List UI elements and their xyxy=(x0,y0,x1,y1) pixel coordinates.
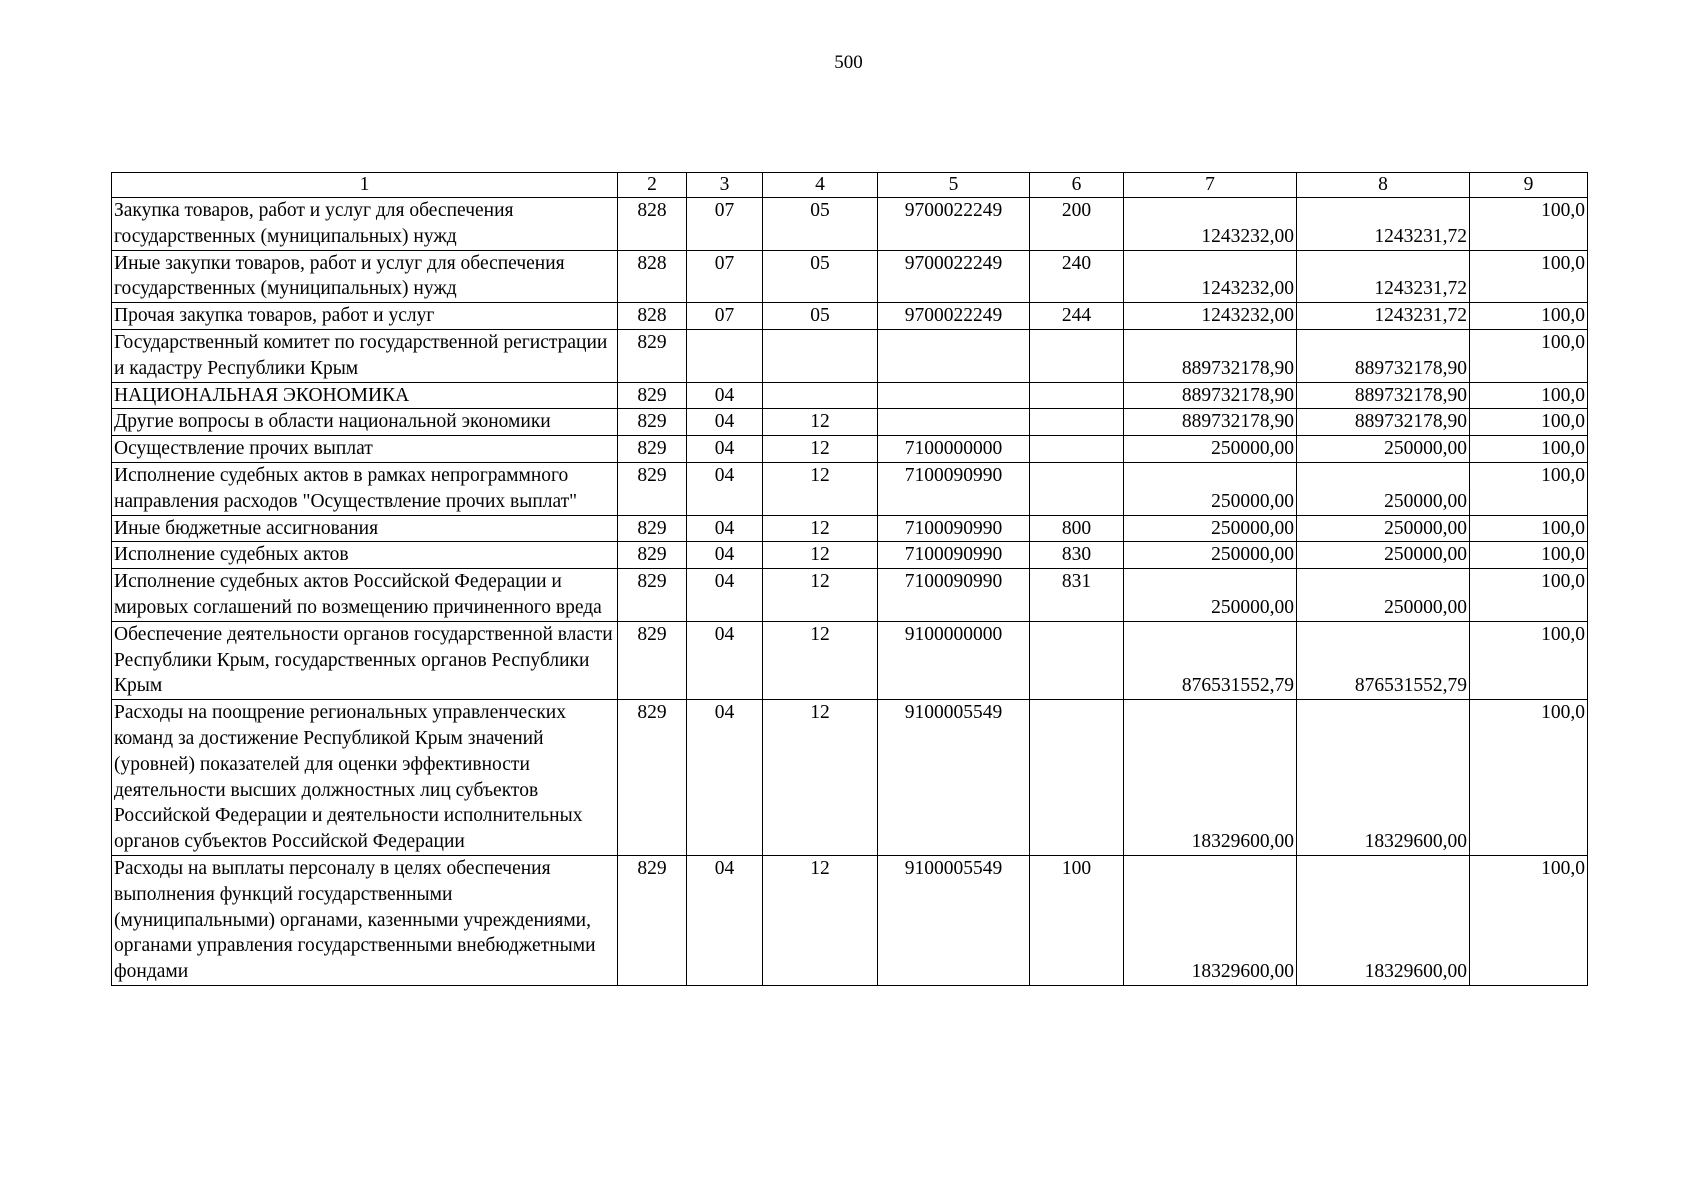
section-code-cell: 04 xyxy=(687,409,763,436)
expense-type-cell xyxy=(1030,409,1124,436)
table-row xyxy=(112,198,1588,251)
approved-amount-cell: 876531552,79 xyxy=(1124,621,1297,699)
table-row xyxy=(112,436,1588,463)
ministry-code-cell: 829 xyxy=(618,382,687,409)
target-article-cell: 7100090990 xyxy=(878,462,1030,515)
budget-table xyxy=(111,172,1588,986)
section-code-cell: 04 xyxy=(687,542,763,569)
column-header: 1 xyxy=(112,173,618,198)
target-article-cell xyxy=(878,409,1030,436)
execution-percent-cell: 100,0 xyxy=(1470,436,1588,463)
target-article-cell: 7100000000 xyxy=(878,436,1030,463)
execution-percent-cell: 100,0 xyxy=(1470,198,1588,251)
row-name-cell: Исполнение судебных актов Российской Федерации и мировых соглашений по возмещению причиненного вреда xyxy=(112,569,618,622)
expense-type-cell: 100 xyxy=(1030,855,1124,985)
ministry-code-cell: 829 xyxy=(618,409,687,436)
expense-type-cell xyxy=(1030,382,1124,409)
subsection-code-cell xyxy=(763,329,878,382)
approved-amount-cell: 889732178,90 xyxy=(1124,382,1297,409)
column-header: 9 xyxy=(1470,173,1588,198)
row-name-cell: Иные бюджетные ассигнования xyxy=(112,515,618,542)
target-article-cell: 9700022249 xyxy=(878,250,1030,303)
ministry-code-cell: 829 xyxy=(618,462,687,515)
ministry-code-cell: 829 xyxy=(618,515,687,542)
subsection-code-cell: 05 xyxy=(763,198,878,251)
subsection-code-cell: 12 xyxy=(763,569,878,622)
executed-amount-cell: 889732178,90 xyxy=(1297,382,1470,409)
row-name-cell: Прочая закупка товаров, работ и услуг xyxy=(112,303,618,330)
approved-amount-cell: 1243232,00 xyxy=(1124,303,1297,330)
ministry-code-cell: 829 xyxy=(618,436,687,463)
row-name-cell: Государственный комитет по государственной регистрации и кадастру Республики Крым xyxy=(112,329,618,382)
table-row xyxy=(112,303,1588,330)
executed-amount-cell: 250000,00 xyxy=(1297,542,1470,569)
target-article-cell: 9700022249 xyxy=(878,303,1030,330)
table-row xyxy=(112,409,1588,436)
execution-percent-cell: 100,0 xyxy=(1470,515,1588,542)
executed-amount-cell: 1243231,72 xyxy=(1297,303,1470,330)
row-name-cell: Обеспечение деятельности органов государственной власти Республики Крым, государственных органов Республики Крым xyxy=(112,621,618,699)
ministry-code-cell: 828 xyxy=(618,250,687,303)
ministry-code-cell: 829 xyxy=(618,329,687,382)
row-name-cell: Исполнение судебных актов xyxy=(112,542,618,569)
table-row xyxy=(112,329,1588,382)
target-article-cell xyxy=(878,382,1030,409)
table-row xyxy=(112,542,1588,569)
execution-percent-cell: 100,0 xyxy=(1470,700,1588,856)
row-name-cell: Иные закупки товаров, работ и услуг для обеспечения государственных (муниципальных) нужд xyxy=(112,250,618,303)
target-article-cell: 9700022249 xyxy=(878,198,1030,251)
executed-amount-cell: 18329600,00 xyxy=(1297,855,1470,985)
subsection-code-cell: 05 xyxy=(763,303,878,330)
expense-type-cell xyxy=(1030,436,1124,463)
approved-amount-cell: 889732178,90 xyxy=(1124,409,1297,436)
expense-type-cell: 244 xyxy=(1030,303,1124,330)
execution-percent-cell: 100,0 xyxy=(1470,250,1588,303)
section-code-cell: 07 xyxy=(687,303,763,330)
expense-type-cell xyxy=(1030,700,1124,856)
approved-amount-cell: 1243232,00 xyxy=(1124,198,1297,251)
column-header: 4 xyxy=(763,173,878,198)
section-code-cell: 04 xyxy=(687,515,763,542)
section-code-cell: 07 xyxy=(687,198,763,251)
expense-type-cell: 800 xyxy=(1030,515,1124,542)
target-article-cell: 7100090990 xyxy=(878,569,1030,622)
column-header: 7 xyxy=(1124,173,1297,198)
expense-type-cell: 240 xyxy=(1030,250,1124,303)
section-code-cell: 04 xyxy=(687,621,763,699)
subsection-code-cell xyxy=(763,382,878,409)
ministry-code-cell: 828 xyxy=(618,303,687,330)
ministry-code-cell: 829 xyxy=(618,700,687,856)
approved-amount-cell: 250000,00 xyxy=(1124,436,1297,463)
expense-type-cell: 200 xyxy=(1030,198,1124,251)
execution-percent-cell: 100,0 xyxy=(1470,569,1588,622)
execution-percent-cell: 100,0 xyxy=(1470,409,1588,436)
approved-amount-cell: 1243232,00 xyxy=(1124,250,1297,303)
target-article-cell: 9100000000 xyxy=(878,621,1030,699)
table-row xyxy=(112,515,1588,542)
page-number: 500 xyxy=(834,52,863,73)
expense-type-cell: 831 xyxy=(1030,569,1124,622)
column-header: 3 xyxy=(687,173,763,198)
approved-amount-cell: 250000,00 xyxy=(1124,462,1297,515)
executed-amount-cell: 1243231,72 xyxy=(1297,250,1470,303)
ministry-code-cell: 828 xyxy=(618,198,687,251)
ministry-code-cell: 829 xyxy=(618,569,687,622)
target-article-cell xyxy=(878,329,1030,382)
subsection-code-cell: 12 xyxy=(763,621,878,699)
execution-percent-cell: 100,0 xyxy=(1470,382,1588,409)
row-name-cell: Осуществление прочих выплат xyxy=(112,436,618,463)
table-row xyxy=(112,855,1588,985)
section-code-cell: 04 xyxy=(687,700,763,856)
approved-amount-cell: 250000,00 xyxy=(1124,569,1297,622)
column-header: 5 xyxy=(878,173,1030,198)
expense-type-cell xyxy=(1030,621,1124,699)
expense-type-cell xyxy=(1030,329,1124,382)
executed-amount-cell: 250000,00 xyxy=(1297,462,1470,515)
execution-percent-cell: 100,0 xyxy=(1470,462,1588,515)
header-row xyxy=(112,173,1588,198)
execution-percent-cell: 100,0 xyxy=(1470,621,1588,699)
column-header: 2 xyxy=(618,173,687,198)
target-article-cell: 9100005549 xyxy=(878,700,1030,856)
execution-percent-cell: 100,0 xyxy=(1470,542,1588,569)
approved-amount-cell: 18329600,00 xyxy=(1124,700,1297,856)
executed-amount-cell: 250000,00 xyxy=(1297,569,1470,622)
ministry-code-cell: 829 xyxy=(618,542,687,569)
executed-amount-cell: 889732178,90 xyxy=(1297,329,1470,382)
section-code-cell: 04 xyxy=(687,462,763,515)
table-row xyxy=(112,621,1588,699)
target-article-cell: 7100090990 xyxy=(878,515,1030,542)
approved-amount-cell: 889732178,90 xyxy=(1124,329,1297,382)
expense-type-cell xyxy=(1030,462,1124,515)
table-row xyxy=(112,382,1588,409)
column-header: 8 xyxy=(1297,173,1470,198)
target-article-cell: 9100005549 xyxy=(878,855,1030,985)
subsection-code-cell: 12 xyxy=(763,436,878,463)
executed-amount-cell: 876531552,79 xyxy=(1297,621,1470,699)
table-row xyxy=(112,700,1588,856)
execution-percent-cell: 100,0 xyxy=(1470,329,1588,382)
subsection-code-cell: 12 xyxy=(763,409,878,436)
row-name-cell: Закупка товаров, работ и услуг для обеспечения государственных (муниципальных) нужд xyxy=(112,198,618,251)
row-name-cell: НАЦИОНАЛЬНАЯ ЭКОНОМИКА xyxy=(112,382,618,409)
approved-amount-cell: 250000,00 xyxy=(1124,515,1297,542)
column-header: 6 xyxy=(1030,173,1124,198)
executed-amount-cell: 250000,00 xyxy=(1297,515,1470,542)
subsection-code-cell: 12 xyxy=(763,515,878,542)
table-row xyxy=(112,569,1588,622)
table-row xyxy=(112,462,1588,515)
section-code-cell: 07 xyxy=(687,250,763,303)
section-code-cell: 04 xyxy=(687,569,763,622)
executed-amount-cell: 250000,00 xyxy=(1297,436,1470,463)
executed-amount-cell: 1243231,72 xyxy=(1297,198,1470,251)
subsection-code-cell: 12 xyxy=(763,855,878,985)
subsection-code-cell: 12 xyxy=(763,700,878,856)
ministry-code-cell: 829 xyxy=(618,855,687,985)
executed-amount-cell: 889732178,90 xyxy=(1297,409,1470,436)
section-code-cell: 04 xyxy=(687,436,763,463)
row-name-cell: Расходы на поощрение региональных управленческих команд за достижение Республикой Крым значений (уровней) показателей для оценки эффективности деятельности высших должностных лиц субъектов Российской Федерации и деятельности исполнительных органов субъектов Российской Федерации xyxy=(112,700,618,856)
approved-amount-cell: 250000,00 xyxy=(1124,542,1297,569)
executed-amount-cell: 18329600,00 xyxy=(1297,700,1470,856)
row-name-cell: Расходы на выплаты персоналу в целях обеспечения выполнения функций государственными (муниципальными) органами, казенными учреждениями, органами управления государственными внебюджетными фондами xyxy=(112,855,618,985)
subsection-code-cell: 12 xyxy=(763,462,878,515)
execution-percent-cell: 100,0 xyxy=(1470,855,1588,985)
ministry-code-cell: 829 xyxy=(618,621,687,699)
subsection-code-cell: 05 xyxy=(763,250,878,303)
section-code-cell: 04 xyxy=(687,382,763,409)
section-code-cell xyxy=(687,329,763,382)
approved-amount-cell: 18329600,00 xyxy=(1124,855,1297,985)
target-article-cell: 7100090990 xyxy=(878,542,1030,569)
subsection-code-cell: 12 xyxy=(763,542,878,569)
row-name-cell: Исполнение судебных актов в рамках непрограммного направления расходов "Осуществление прочих выплат" xyxy=(112,462,618,515)
section-code-cell: 04 xyxy=(687,855,763,985)
expense-type-cell: 830 xyxy=(1030,542,1124,569)
row-name-cell: Другие вопросы в области национальной экономики xyxy=(112,409,618,436)
execution-percent-cell: 100,0 xyxy=(1470,303,1588,330)
table-row xyxy=(112,250,1588,303)
